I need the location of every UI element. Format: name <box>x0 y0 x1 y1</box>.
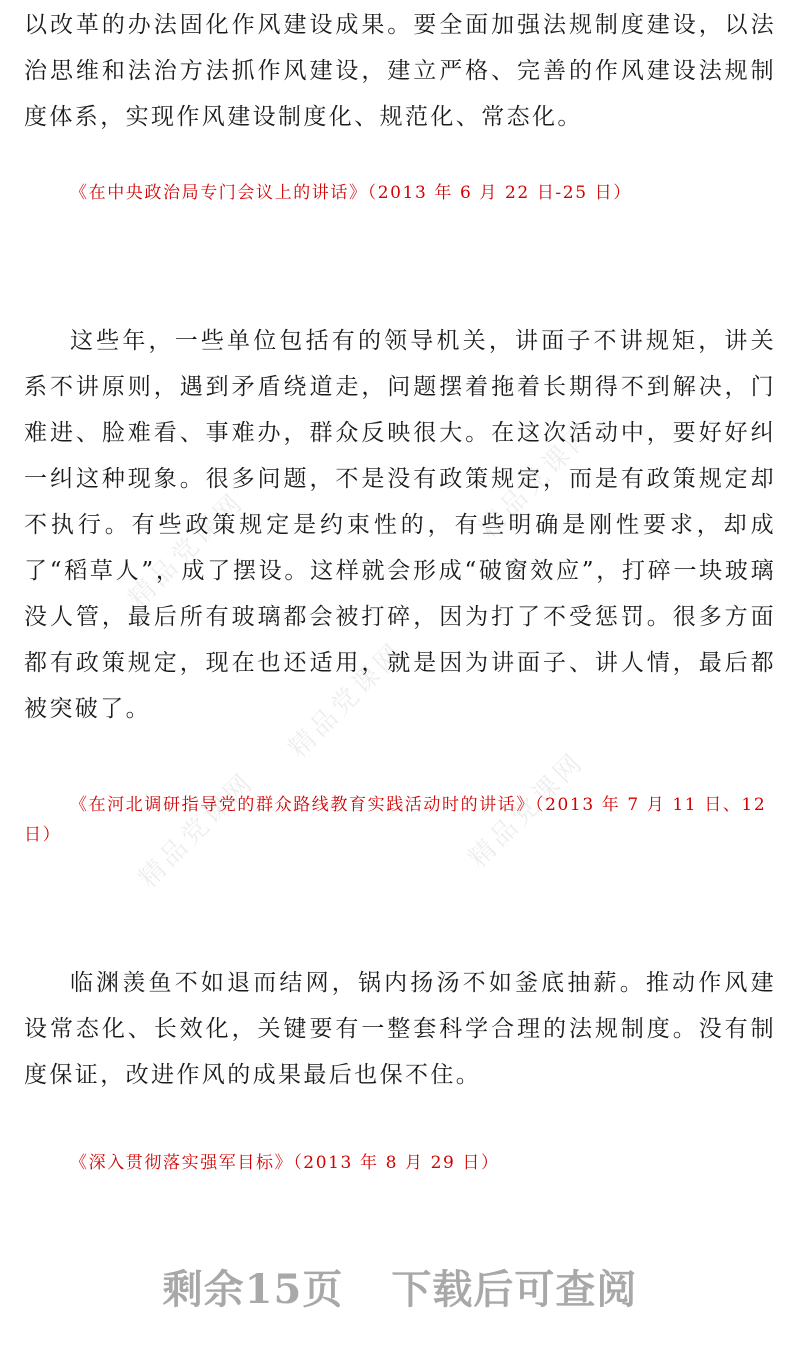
download-banner[interactable] <box>0 1262 800 1318</box>
watermark-text: 精品党课网 <box>463 746 591 874</box>
paragraph-2: 这些年，一些单位包括有的领导机关，讲面子不讲规矩，讲关系不讲原则，遇到矛盾绕道走，问题摆着拖着长期得不到解决，门难进、脸难看、事难办，群众反映很大。在这次活动中，要好好纠一纠这种现象。很多问题，不是没有政策规定，而是有政策规定却不执行。有些政策规定是约束性的，有些明确是刚性要求，却成了“稻草人”，成了摆设。这样就会形成“破窗效应”，打碎一块玻璃没人管，最后所有玻璃都会被打碎，因为打了不受惩罚。很多方面都有政策规定，现在也还适用，就是因为讲面子、讲人情，最后都被突破了。 <box>24 328 776 722</box>
citation-2: 《在河北调研指导党的群众路线教育实践活动时的讲话》（2013 年 7 月 11 日、12 日） <box>24 795 767 845</box>
watermark-text: 精品党课网 <box>473 416 601 544</box>
watermark-text: 精品党课网 <box>283 636 411 764</box>
download-prompt-label: 下载后可查阅 <box>391 1266 638 1313</box>
citation-1: 《在中央政治局专门会议上的讲话》（2013 年 6 月 22 日-25 日） <box>70 183 632 203</box>
citation-3: 《深入贯彻落实强军目标》（2013 年 8 月 29 日） <box>70 1153 500 1173</box>
remaining-pages-label: 剩余15页 <box>162 1266 344 1313</box>
paragraph-1: 以改革的办法固化作风建设成果。要全面加强法规制度建设，以法治思维和法治方法抓作风建设，建立严格、完善的作风建设法规制度体系，实现作风建设制度化、规范化、常态化。 <box>24 12 776 130</box>
paragraph-3: 临渊羡鱼不如退而结网，锅内扬汤不如釜底抽薪。推动作风建设常态化、长效化，关键要有一整套科学合理的法规制度。没有制度保证，改进作风的成果最后也保不住。 <box>24 970 776 1088</box>
watermark-text: 精品党课网 <box>123 486 251 614</box>
watermark-text: 精品党课网 <box>133 766 261 894</box>
